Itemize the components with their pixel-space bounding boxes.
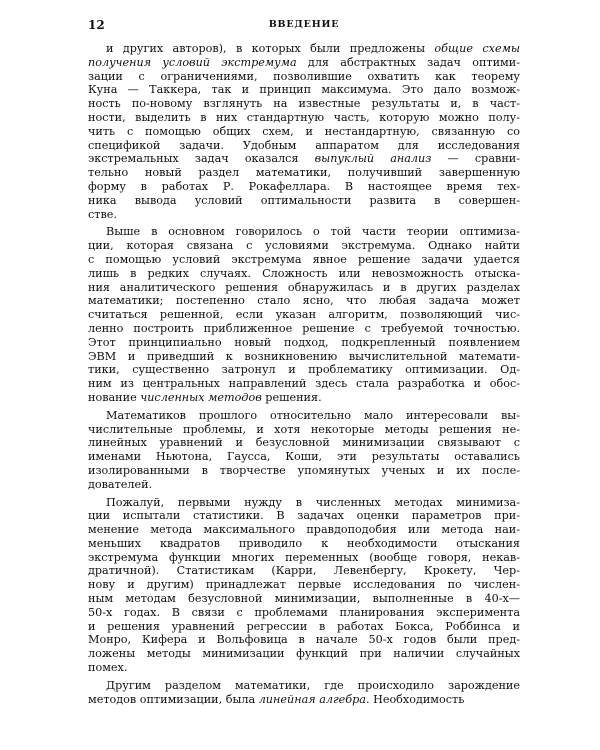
text-run: лишь в редких случаях. Сложность или невозможность отыска- [88, 266, 520, 280]
text-run: ленно построить приближенное решение с требуемой точностью. [88, 321, 520, 335]
text-line [88, 166, 520, 180]
emphasis-term: численных методов [140, 390, 262, 404]
text-line [88, 294, 520, 308]
text-run: и решения уравнений регрессии в работах Бокса, Роббинса и [88, 619, 520, 633]
text-run: методов оптимизации, была [88, 692, 259, 706]
text-run: ции испытали статистики. В задачах оценки параметров при- [88, 509, 520, 523]
text-run: ника вывода условий оптимальности развита в совершен- [88, 193, 520, 207]
section-title: ВВЕДЕНИЕ [268, 19, 340, 30]
text-line [88, 350, 520, 364]
text-line [88, 436, 520, 450]
text-line [88, 464, 520, 478]
text-line [88, 125, 520, 139]
text-run: изолированными в творчестве упомянутых ученых и их после- [88, 463, 520, 477]
emphasis-term: получения условий экстремума [88, 55, 297, 69]
text-run: считаться решенной, если указан алгоритм, позволяющий чис- [88, 308, 520, 322]
text-run: дратичной). Статистикам (Карри, Левенбергу, Крокету, Чер- [88, 564, 520, 578]
paragraph [88, 225, 520, 404]
text-run: экстремальных задач оказался [88, 152, 315, 166]
text-run: менение метода максимального правдоподобия или метода наи- [88, 523, 520, 537]
text-line [88, 647, 520, 661]
text-line [88, 409, 520, 423]
running-head [88, 18, 520, 38]
text-run: ЭВМ и приведший к возникновению вычислительной математи- [88, 349, 520, 363]
text-line [88, 336, 520, 350]
text-line [88, 194, 520, 208]
text-run: именами Ньютона, Гаусса, Коши, эти результаты оставались [88, 450, 520, 464]
text-run: ности, выделить в них стандартную часть, которую можно полу- [88, 110, 520, 124]
paragraph [88, 679, 520, 707]
emphasis-term: общие схемы [434, 42, 520, 55]
text-run: — сравни- [431, 152, 520, 166]
text-line [88, 363, 520, 377]
text-run: Этот принципиально новый подход, подкрепленный появлением [88, 335, 520, 349]
text-line [88, 208, 520, 222]
text-run: для абстрактных задач оптими- [296, 55, 520, 69]
text-run: . Необходимость [365, 692, 465, 706]
text-line [88, 509, 520, 523]
text-line [88, 551, 520, 565]
text-line [88, 281, 520, 295]
paragraph [88, 496, 520, 675]
text-line [88, 620, 520, 634]
text-run: и других авторов), в которых были предложены [106, 42, 435, 55]
text-run: линейных уравнений и безусловной минимизации связывают с [88, 436, 520, 450]
text-run: ным методам безусловной минимизации, выполненные в 40-х— [88, 592, 520, 606]
text-line [88, 111, 520, 125]
text-run: Монро, Кифера и Вольфовица в начале 50-х годов были пред- [88, 633, 520, 647]
text-run: экстремума функции многих переменных (вообще говоря, некав- [88, 550, 520, 564]
text-run: стве. [88, 207, 117, 221]
text-line [88, 152, 520, 166]
text-line [88, 478, 520, 492]
text-run: решения. [261, 390, 322, 404]
text-line [88, 633, 520, 647]
text-line [88, 661, 520, 675]
text-line [88, 578, 520, 592]
text-line [88, 239, 520, 253]
text-line [88, 42, 520, 56]
body-text [88, 42, 520, 706]
text-line [88, 180, 520, 194]
text-run: математики; постепенно стало ясно, что любая задача может [88, 294, 520, 308]
text-run: числительные проблемы, и хотя некоторые методы решения не- [88, 422, 520, 436]
text-run: Выше в основном говорилось о той части теории оптимиза- [106, 225, 520, 239]
emphasis-term: линейная алгебра [258, 692, 366, 706]
text-run: спецификой задачи. Удобным аппаратом для исследования [88, 138, 520, 152]
text-line [88, 225, 520, 239]
text-line [88, 450, 520, 464]
text-line [88, 56, 520, 70]
text-run: Куна — Таккера, так и принцип максимума. Это дало возмож- [88, 83, 520, 97]
text-run: ложены методы минимизации функций при наличии случайных [88, 647, 520, 661]
text-run: тельно новый раздел математики, получивший завершенную [88, 166, 520, 180]
text-line [88, 377, 520, 391]
text-line [88, 70, 520, 84]
text-line [88, 423, 520, 437]
text-line [88, 97, 520, 111]
text-line [88, 253, 520, 267]
text-line [88, 308, 520, 322]
text-run: форму в работах Р. Рокафеллара. В настоящее время тех- [88, 179, 520, 193]
text-line [88, 592, 520, 606]
text-run: Другим разделом математики, где происходило зарождение [106, 678, 520, 692]
paragraph [88, 42, 520, 221]
paragraph [88, 409, 520, 492]
text-line [88, 83, 520, 97]
text-run: с помощью условий экстремума явное решение задачи удается [88, 252, 520, 266]
text-run: дователей. [88, 477, 153, 491]
text-run: меньших квадратов приводило к необходимости отыскания [88, 536, 520, 550]
text-run: Пожалуй, первыми нужду в численных методах минимиза- [106, 495, 520, 509]
text-line [88, 564, 520, 578]
text-run: чить с помощью общих схем, и нестандартную, связанную со [88, 124, 520, 138]
text-run: тики, существенно затронул и проблематику оптимизации. Од- [88, 363, 520, 377]
text-line [88, 537, 520, 551]
text-line [88, 693, 520, 707]
text-run: Математиков прошлого относительно мало интересовали вы- [106, 408, 520, 422]
text-run: ния аналитического решения обнаружилась и в других разделах [88, 280, 520, 294]
text-line [88, 322, 520, 336]
emphasis-term: выпуклый анализ [314, 152, 432, 166]
text-run: нову и другим) принадлежат первые исследования по числен- [88, 578, 520, 592]
text-run: ции, которая связана с условиями экстремума. Однако найти [88, 239, 520, 253]
text-run: нование [88, 390, 141, 404]
text-line [88, 391, 520, 405]
text-line [88, 139, 520, 153]
page-number: 12 [88, 18, 105, 32]
text-line [88, 496, 520, 510]
text-run: ность по-новому взглянуть на известные результаты и, в част- [88, 97, 520, 111]
text-line [88, 267, 520, 281]
text-line [88, 523, 520, 537]
text-run: помех. [88, 661, 128, 675]
text-run: ним из центральных направлений здесь стала разработка и обос- [88, 377, 520, 391]
text-run: 50-х годах. В связи с проблемами планирования эксперимента [88, 605, 520, 619]
text-line [88, 606, 520, 620]
text-run: зации с ограничениями, позволившие охватить как теорему [88, 69, 520, 83]
text-line [88, 679, 520, 693]
